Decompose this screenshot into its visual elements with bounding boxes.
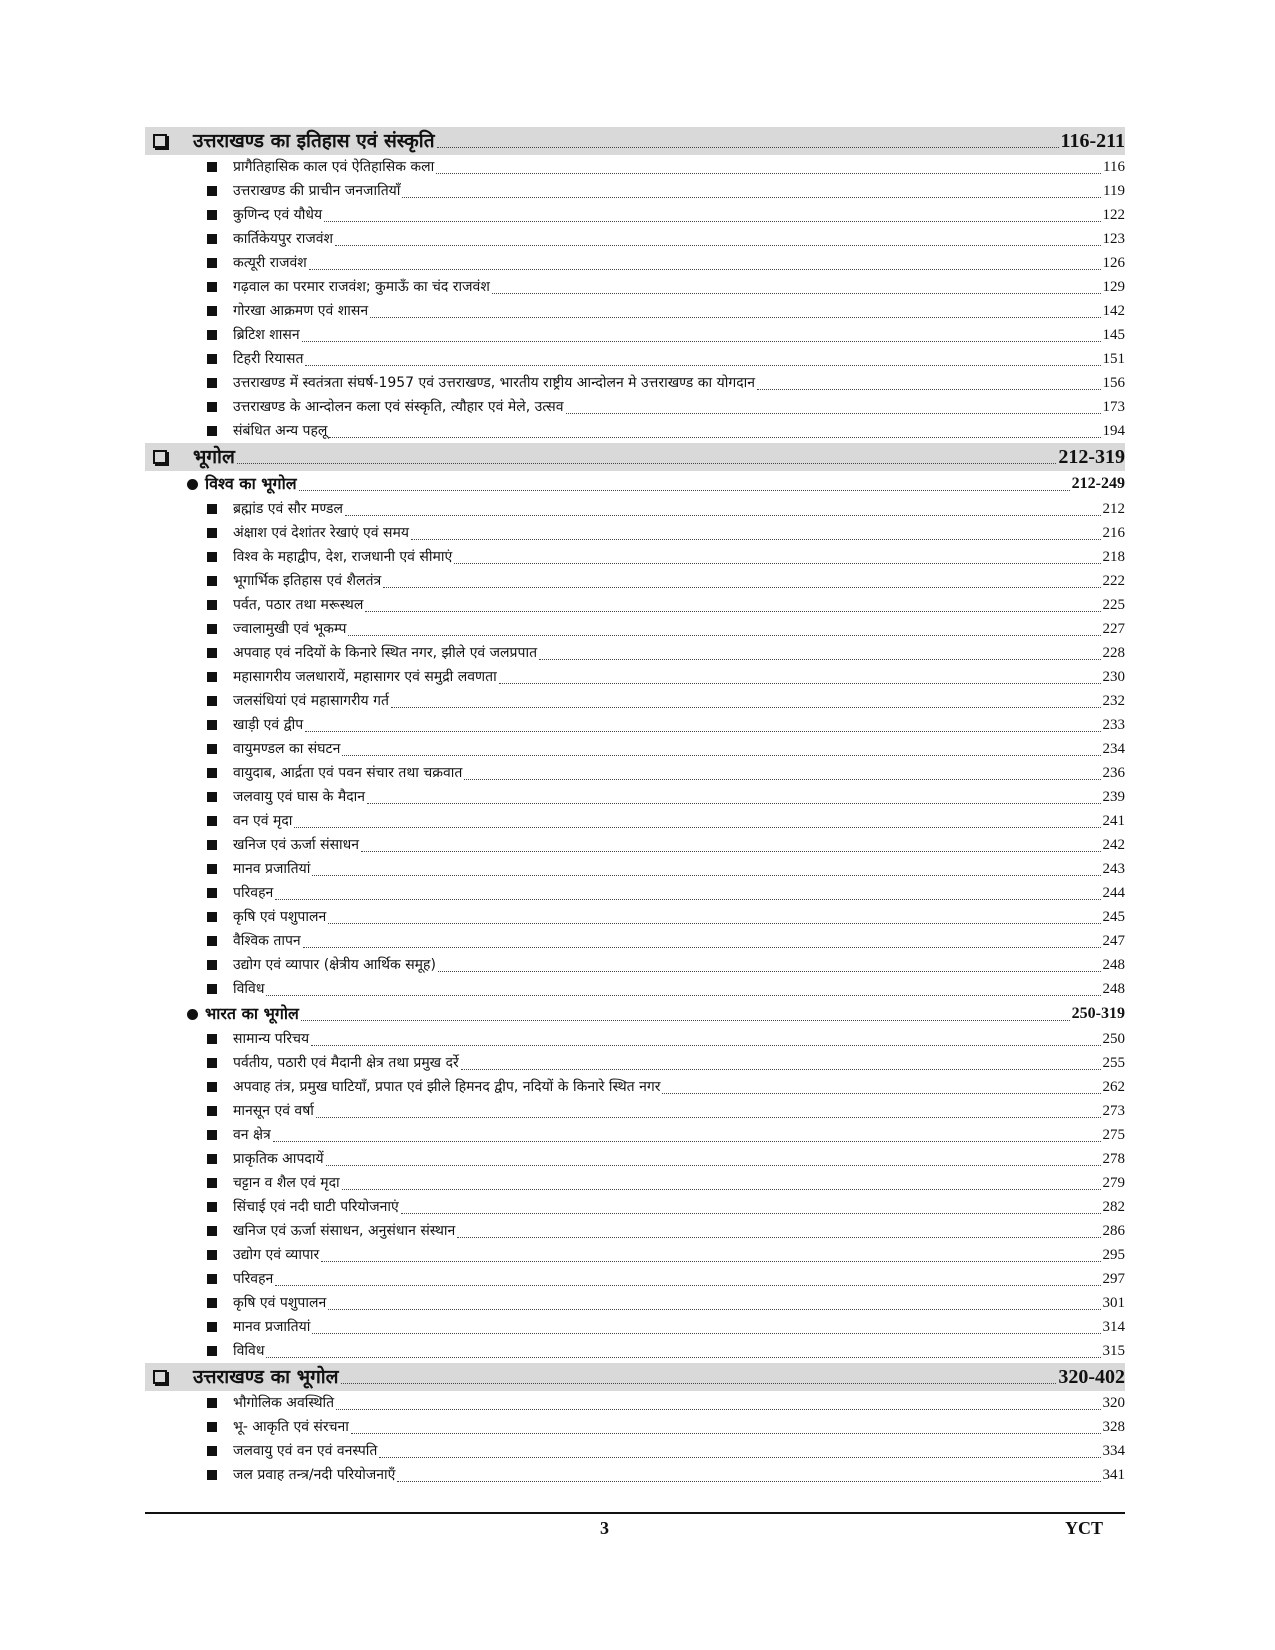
dot-leader (342, 755, 1100, 756)
square-bullet-icon (207, 1346, 217, 1356)
square-bullet-icon (207, 1034, 217, 1044)
dot-leader (383, 587, 1100, 588)
toc-entry-page: 122 (1102, 207, 1125, 223)
table-of-contents (145, 127, 1125, 1487)
toc-entry-row[interactable] (145, 1027, 1125, 1051)
toc-entry-page: 245 (1102, 909, 1125, 925)
toc-section-pages: 212-319 (1058, 446, 1125, 468)
square-bullet-icon (207, 864, 217, 874)
toc-entry-row[interactable] (145, 1051, 1125, 1075)
toc-entry-row[interactable] (145, 371, 1125, 395)
dot-leader (266, 995, 1100, 996)
toc-entry-row[interactable] (145, 395, 1125, 419)
square-bullet-icon (207, 1082, 217, 1092)
toc-entry-title: जल प्रवाह तन्त्र/नदी परियोजनाएँ (233, 1467, 396, 1483)
toc-subsection-title: भारत का भूगोल (205, 1004, 299, 1023)
toc-entry-row[interactable] (145, 227, 1125, 251)
square-bullet-icon (207, 1226, 217, 1236)
toc-entry-title: कुणिन्द एवं यौधेय (233, 207, 323, 223)
toc-entry-row[interactable] (145, 1243, 1125, 1267)
toc-entry-title: खनिज एवं ऊर्जा संसाधन, अनुसंधान संस्थान (233, 1223, 456, 1239)
dot-leader (566, 413, 1101, 414)
toc-entry-title: वायुमण्डल का संघटन (233, 741, 341, 757)
toc-entry-row[interactable] (145, 155, 1125, 179)
toc-entry-page: 129 (1102, 279, 1125, 295)
dot-leader (401, 1213, 1101, 1214)
toc-entry-row[interactable] (145, 419, 1125, 443)
toc-entry-title: जलवायु एवं घास के मैदान (233, 789, 366, 805)
toc-entry-title: गोरखा आक्रमण एवं शासन (233, 303, 369, 319)
toc-section-row[interactable] (145, 443, 1125, 471)
toc-entry-page: 119 (1103, 183, 1125, 199)
checkbox-square-icon (153, 134, 167, 148)
toc-entry-row[interactable] (145, 617, 1125, 641)
toc-entry-page: 247 (1102, 933, 1125, 949)
toc-entry-page: 156 (1102, 375, 1125, 391)
square-bullet-icon (207, 552, 217, 562)
toc-entry-row[interactable] (145, 545, 1125, 569)
toc-entry-page: 225 (1102, 597, 1125, 613)
dot-leader (316, 1117, 1101, 1118)
toc-entry-title: वन एवं मृदा (233, 813, 293, 829)
toc-subsection-pages: 212-249 (1071, 475, 1125, 492)
toc-entry-page: 232 (1102, 693, 1125, 709)
square-bullet-icon (207, 960, 217, 970)
toc-entry-title: प्राकृतिक आपदायें (233, 1151, 324, 1167)
dot-leader (299, 490, 1070, 491)
dot-leader (454, 563, 1100, 564)
page-number: 3 (600, 1518, 609, 1538)
toc-entry-page: 278 (1102, 1151, 1125, 1167)
toc-entry-row[interactable] (145, 1339, 1125, 1363)
toc-entry-title: उत्तराखण्ड में स्वतंत्रता संघर्ष-1957 एवं उत्तराखण्ड, भारतीय राष्ट्रीय आन्दोलन मे उत्तराखण्ड का योगदान (233, 375, 756, 391)
dot-leader (311, 1045, 1100, 1046)
toc-entry-row[interactable] (145, 593, 1125, 617)
dot-leader (437, 147, 1059, 148)
toc-entry-title: खाड़ी एवं द्वीप (233, 717, 304, 733)
square-bullet-icon (207, 792, 217, 802)
dot-leader (402, 197, 1101, 198)
square-bullet-icon (207, 1322, 217, 1332)
dot-leader (492, 293, 1101, 294)
toc-entry-title: विश्व के महाद्वीप, देश, राजधानी एवं सीमाएं (233, 549, 453, 565)
toc-section-pages: 116-211 (1060, 130, 1125, 152)
toc-entry-title: वायुदाब, आर्द्रता एवं पवन संचार तथा चक्रवात (233, 765, 463, 781)
dot-leader (328, 1309, 1100, 1310)
toc-entry-row[interactable] (145, 251, 1125, 275)
toc-entry-row[interactable] (145, 347, 1125, 371)
toc-entry-page: 228 (1102, 645, 1125, 661)
square-bullet-icon (207, 234, 217, 244)
toc-section-pages: 320-402 (1058, 1366, 1125, 1388)
toc-entry-page: 279 (1102, 1175, 1125, 1191)
toc-entry-page: 242 (1102, 837, 1125, 853)
square-bullet-icon (207, 426, 217, 436)
square-bullet-icon (207, 162, 217, 172)
toc-entry-title: पर्वत, पठार तथा मरूस्थल (233, 597, 364, 613)
toc-entry-page: 216 (1102, 525, 1125, 541)
toc-entry-page: 286 (1102, 1223, 1125, 1239)
checkbox-square-icon (153, 450, 167, 464)
dot-leader (411, 539, 1101, 540)
square-bullet-icon (207, 378, 217, 388)
square-bullet-icon (207, 186, 217, 196)
toc-entry-page: 314 (1102, 1319, 1125, 1335)
toc-entry-row[interactable] (145, 521, 1125, 545)
dot-leader (328, 923, 1100, 924)
square-bullet-icon (207, 1274, 217, 1284)
toc-entry-title: ब्रिटिश शासन (233, 327, 300, 343)
square-bullet-icon (207, 282, 217, 292)
square-bullet-icon (207, 768, 217, 778)
square-bullet-icon (207, 624, 217, 634)
square-bullet-icon (207, 210, 217, 220)
toc-entry-page: 250 (1102, 1031, 1125, 1047)
toc-entry-page: 145 (1102, 327, 1125, 343)
toc-entry-row[interactable] (145, 1415, 1125, 1439)
toc-entry-row[interactable] (145, 905, 1125, 929)
toc-entry-row[interactable] (145, 713, 1125, 737)
toc-subsection-pages: 250-319 (1071, 1005, 1125, 1022)
toc-entry-title: पर्वतीय, पठारी एवं मैदानी क्षेत्र तथा प्रमुख दर्रे (233, 1055, 459, 1071)
square-bullet-icon (207, 1422, 217, 1432)
square-bullet-icon (207, 648, 217, 658)
toc-entry-page: 295 (1102, 1247, 1125, 1263)
dot-leader (365, 611, 1100, 612)
toc-entry-row[interactable] (145, 1391, 1125, 1415)
dot-leader (464, 779, 1100, 780)
toc-entry-page: 334 (1102, 1443, 1125, 1459)
dot-leader (367, 803, 1100, 804)
toc-entry-title: अपवाह तंत्र, प्रमुख घाटियाँ, प्रपात एवं झीले हिमनद द्वीप, नदियों के किनारे स्थित नगर (233, 1079, 661, 1095)
footer-divider (145, 1512, 1125, 1514)
toc-entry-page: 282 (1102, 1199, 1125, 1215)
toc-entry-page: 126 (1102, 255, 1125, 271)
toc-entry-title: कार्तिकेयपुर राजवंश (233, 231, 334, 247)
square-bullet-icon (207, 528, 217, 538)
toc-entry-title: जलसंधियां एवं महासागरीय गर्त (233, 693, 389, 709)
toc-entry-row[interactable] (145, 299, 1125, 323)
dot-leader (342, 1189, 1101, 1190)
toc-entry-page: 301 (1102, 1295, 1125, 1311)
dot-leader (438, 971, 1101, 972)
toc-entry-page: 142 (1102, 303, 1125, 319)
toc-entry-page: 275 (1102, 1127, 1125, 1143)
toc-entry-row[interactable] (145, 1219, 1125, 1243)
toc-entry-row[interactable] (145, 737, 1125, 761)
toc-entry-title: परिवहन (233, 885, 274, 901)
square-bullet-icon (207, 504, 217, 514)
toc-entry-page: 241 (1102, 813, 1125, 829)
toc-entry-title: मानव प्रजातियां (233, 861, 311, 877)
square-bullet-icon (207, 600, 217, 610)
toc-entry-page: 297 (1102, 1271, 1125, 1287)
toc-entry-title: प्रागैतिहासिक काल एवं ऐतिहासिक कला (233, 159, 435, 175)
toc-entry-row[interactable] (145, 929, 1125, 953)
toc-entry-row[interactable] (145, 953, 1125, 977)
toc-entry-title: भूगार्भिक इतिहास एवं शैलतंत्र (233, 573, 382, 589)
square-bullet-icon (207, 1154, 217, 1164)
dot-leader (237, 463, 1056, 464)
dot-leader (324, 221, 1100, 222)
toc-section-title: उत्तराखण्ड का इतिहास एवं संस्कृति (193, 130, 435, 152)
toc-entry-row[interactable] (145, 857, 1125, 881)
checkbox-square-icon (153, 1370, 167, 1384)
toc-entry-page: 315 (1102, 1343, 1125, 1359)
toc-entry-title: कृषि एवं पशुपालन (233, 1295, 327, 1311)
square-bullet-icon (207, 816, 217, 826)
toc-entry-row[interactable] (145, 203, 1125, 227)
toc-entry-title: विविध (233, 1343, 265, 1359)
toc-entry-page: 236 (1102, 765, 1125, 781)
dot-leader (336, 1409, 1100, 1410)
toc-entry-row[interactable] (145, 977, 1125, 1001)
square-bullet-icon (207, 354, 217, 364)
toc-entry-row[interactable] (145, 881, 1125, 905)
square-bullet-icon (207, 1106, 217, 1116)
square-bullet-icon (207, 936, 217, 946)
toc-entry-page: 194 (1102, 423, 1125, 439)
dot-leader (539, 659, 1100, 660)
square-bullet-icon (207, 696, 217, 706)
toc-entry-page: 248 (1102, 981, 1125, 997)
square-bullet-icon (207, 1398, 217, 1408)
toc-entry-title: ज्वालामुखी एवं भूकम्प (233, 621, 347, 637)
dot-leader (345, 515, 1100, 516)
dot-leader (379, 1457, 1100, 1458)
dot-leader (461, 1069, 1101, 1070)
toc-entry-page: 255 (1102, 1055, 1125, 1071)
toc-entry-page: 243 (1102, 861, 1125, 877)
toc-entry-row[interactable] (145, 1439, 1125, 1463)
toc-entry-title: वैश्विक तापन (233, 933, 301, 949)
dot-leader (275, 1285, 1100, 1286)
toc-entry-row[interactable] (145, 179, 1125, 203)
toc-entry-title: भू- आकृति एवं संरचना (233, 1419, 349, 1435)
toc-entry-title: मानव प्रजातियां (233, 1319, 311, 1335)
toc-entry-row[interactable] (145, 641, 1125, 665)
toc-entry-row[interactable] (145, 761, 1125, 785)
toc-section-title: भूगोल (193, 446, 235, 468)
toc-entry-row[interactable] (145, 689, 1125, 713)
toc-entry-page: 328 (1102, 1419, 1125, 1435)
toc-entry-row[interactable] (145, 1267, 1125, 1291)
square-bullet-icon (207, 576, 217, 586)
toc-section-row[interactable] (145, 127, 1125, 155)
toc-entry-row[interactable] (145, 1075, 1125, 1099)
square-bullet-icon (207, 1298, 217, 1308)
square-bullet-icon (207, 984, 217, 994)
toc-entry-row[interactable] (145, 497, 1125, 521)
dot-leader (303, 947, 1101, 948)
dot-leader (305, 731, 1100, 732)
toc-entry-page: 173 (1102, 399, 1125, 415)
toc-entry-title: गढ़वाल का परमार राजवंश; कुमाऊँ का चंद राजवंश (233, 279, 490, 295)
square-bullet-icon (207, 306, 217, 316)
publisher-brand: YCT (1065, 1518, 1104, 1538)
toc-entry-title: परिवहन (233, 1271, 274, 1287)
dot-leader (302, 341, 1101, 342)
dot-leader (361, 851, 1100, 852)
toc-entry-title: विविध (233, 981, 265, 997)
toc-entry-row[interactable] (145, 833, 1125, 857)
toc-entry-page: 151 (1102, 351, 1125, 367)
toc-entry-title: महासागरीय जलधारायें, महासागर एवं समुद्री लवणता (233, 669, 497, 685)
toc-entry-title: सामान्य परिचय (233, 1031, 310, 1047)
toc-entry-page: 230 (1102, 669, 1125, 685)
toc-entry-page: 222 (1102, 573, 1125, 589)
square-bullet-icon (207, 1446, 217, 1456)
toc-entry-page: 227 (1102, 621, 1125, 637)
dot-leader (321, 1261, 1100, 1262)
dot-leader (329, 437, 1100, 438)
toc-entry-title: मानसून एवं वर्षा (233, 1103, 314, 1119)
toc-entry-page: 248 (1102, 957, 1125, 973)
toc-section-title: उत्तराखण्ड का भूगोल (193, 1366, 339, 1388)
toc-entry-row[interactable] (145, 809, 1125, 833)
dot-leader (662, 1093, 1100, 1094)
dot-leader (391, 707, 1101, 708)
square-bullet-icon (207, 330, 217, 340)
toc-entry-page: 262 (1102, 1079, 1125, 1095)
square-bullet-icon (207, 840, 217, 850)
toc-entry-page: 320 (1102, 1395, 1125, 1411)
toc-entry-title: ब्रह्मांड एवं सौर मण्डल (233, 501, 344, 517)
toc-subsection-row[interactable] (145, 471, 1125, 497)
toc-entry-title: अंक्षाश एवं देशांतर रेखाएं एवं समय (233, 525, 409, 541)
toc-entry-row[interactable] (145, 323, 1125, 347)
toc-entry-title: उद्योग एवं व्यापार (क्षेत्रीय आर्थिक समूह) (233, 957, 436, 973)
toc-entry-title: जलवायु एवं वन एवं वनस्पति (233, 1443, 378, 1459)
dot-leader (273, 1141, 1101, 1142)
dot-leader (499, 683, 1101, 684)
toc-entry-row[interactable] (145, 665, 1125, 689)
toc-entry-title: सिंचाई एवं नदी घाटी परियोजनाएं (233, 1199, 399, 1215)
round-bullet-icon (187, 479, 198, 490)
square-bullet-icon (207, 1130, 217, 1140)
toc-entry-page: 116 (1103, 159, 1125, 175)
square-bullet-icon (207, 1058, 217, 1068)
toc-entry-title: भौगोलिक अवस्थिति (233, 1395, 335, 1411)
dot-leader (397, 1481, 1100, 1482)
square-bullet-icon (207, 402, 217, 412)
toc-entry-row[interactable] (145, 1147, 1125, 1171)
square-bullet-icon (207, 1178, 217, 1188)
dot-leader (312, 1333, 1100, 1334)
toc-entry-row[interactable] (145, 1123, 1125, 1147)
toc-entry-title: कृषि एवं पशुपालन (233, 909, 327, 925)
toc-entry-page: 234 (1102, 741, 1125, 757)
toc-entry-page: 123 (1102, 231, 1125, 247)
toc-entry-page: 212 (1102, 501, 1125, 517)
dot-leader (341, 1383, 1057, 1384)
square-bullet-icon (207, 912, 217, 922)
toc-entry-title: अपवाह एवं नदियों के किनारे स्थित नगर, झीले एवं जलप्रपात (233, 645, 538, 661)
dot-leader (436, 173, 1101, 174)
toc-entry-title: वन क्षेत्र (233, 1127, 271, 1143)
dot-leader (305, 365, 1100, 366)
square-bullet-icon (207, 258, 217, 268)
square-bullet-icon (207, 1250, 217, 1260)
round-bullet-icon (187, 1009, 198, 1020)
toc-entry-page: 273 (1102, 1103, 1125, 1119)
dot-leader (457, 1237, 1100, 1238)
toc-entry-row[interactable] (145, 1099, 1125, 1123)
dot-leader (348, 635, 1100, 636)
toc-entry-title: उत्तराखण्ड के आन्दोलन कला एवं संस्कृति, त्यौहार एवं मेले, उत्सव (233, 399, 564, 415)
dot-leader (335, 245, 1100, 246)
toc-entry-row[interactable] (145, 1195, 1125, 1219)
dot-leader (326, 1165, 1101, 1166)
toc-entry-row[interactable] (145, 1463, 1125, 1487)
dot-leader (309, 269, 1101, 270)
dot-leader (275, 899, 1100, 900)
dot-leader (294, 827, 1100, 828)
square-bullet-icon (207, 720, 217, 730)
toc-entry-row[interactable] (145, 569, 1125, 593)
square-bullet-icon (207, 1202, 217, 1212)
toc-entry-title: टिहरी रियासत (233, 351, 304, 367)
square-bullet-icon (207, 1470, 217, 1480)
square-bullet-icon (207, 672, 217, 682)
toc-entry-row[interactable] (145, 1291, 1125, 1315)
dot-leader (266, 1357, 1100, 1358)
square-bullet-icon (207, 888, 217, 898)
toc-entry-page: 239 (1102, 789, 1125, 805)
toc-subsection-row[interactable] (145, 1001, 1125, 1027)
toc-entry-title: उत्तराखण्ड की प्राचीन जनजातियाँ (233, 183, 401, 199)
toc-entry-title: उद्योग एवं व्यापार (233, 1247, 320, 1263)
toc-entry-title: कत्यूरी राजवंश (233, 255, 307, 271)
toc-entry-title: संबंधित अन्य पहलू (233, 423, 328, 439)
toc-entry-title: चट्टान व शैल एवं मृदा (233, 1175, 340, 1191)
square-bullet-icon (207, 744, 217, 754)
toc-entry-row[interactable] (145, 1171, 1125, 1195)
toc-entry-row[interactable] (145, 785, 1125, 809)
dot-leader (312, 875, 1100, 876)
toc-entry-row[interactable] (145, 275, 1125, 299)
toc-entry-page: 244 (1102, 885, 1125, 901)
toc-entry-page: 218 (1102, 549, 1125, 565)
dot-leader (351, 1433, 1101, 1434)
toc-entry-row[interactable] (145, 1315, 1125, 1339)
toc-subsection-title: विश्व का भूगोल (205, 474, 297, 493)
toc-section-row[interactable] (145, 1363, 1125, 1391)
dot-leader (757, 389, 1100, 390)
toc-entry-page: 233 (1102, 717, 1125, 733)
toc-entry-title: खनिज एवं ऊर्जा संसाधन (233, 837, 360, 853)
dot-leader (370, 317, 1100, 318)
dot-leader (301, 1020, 1070, 1021)
toc-entry-page: 341 (1102, 1467, 1125, 1483)
